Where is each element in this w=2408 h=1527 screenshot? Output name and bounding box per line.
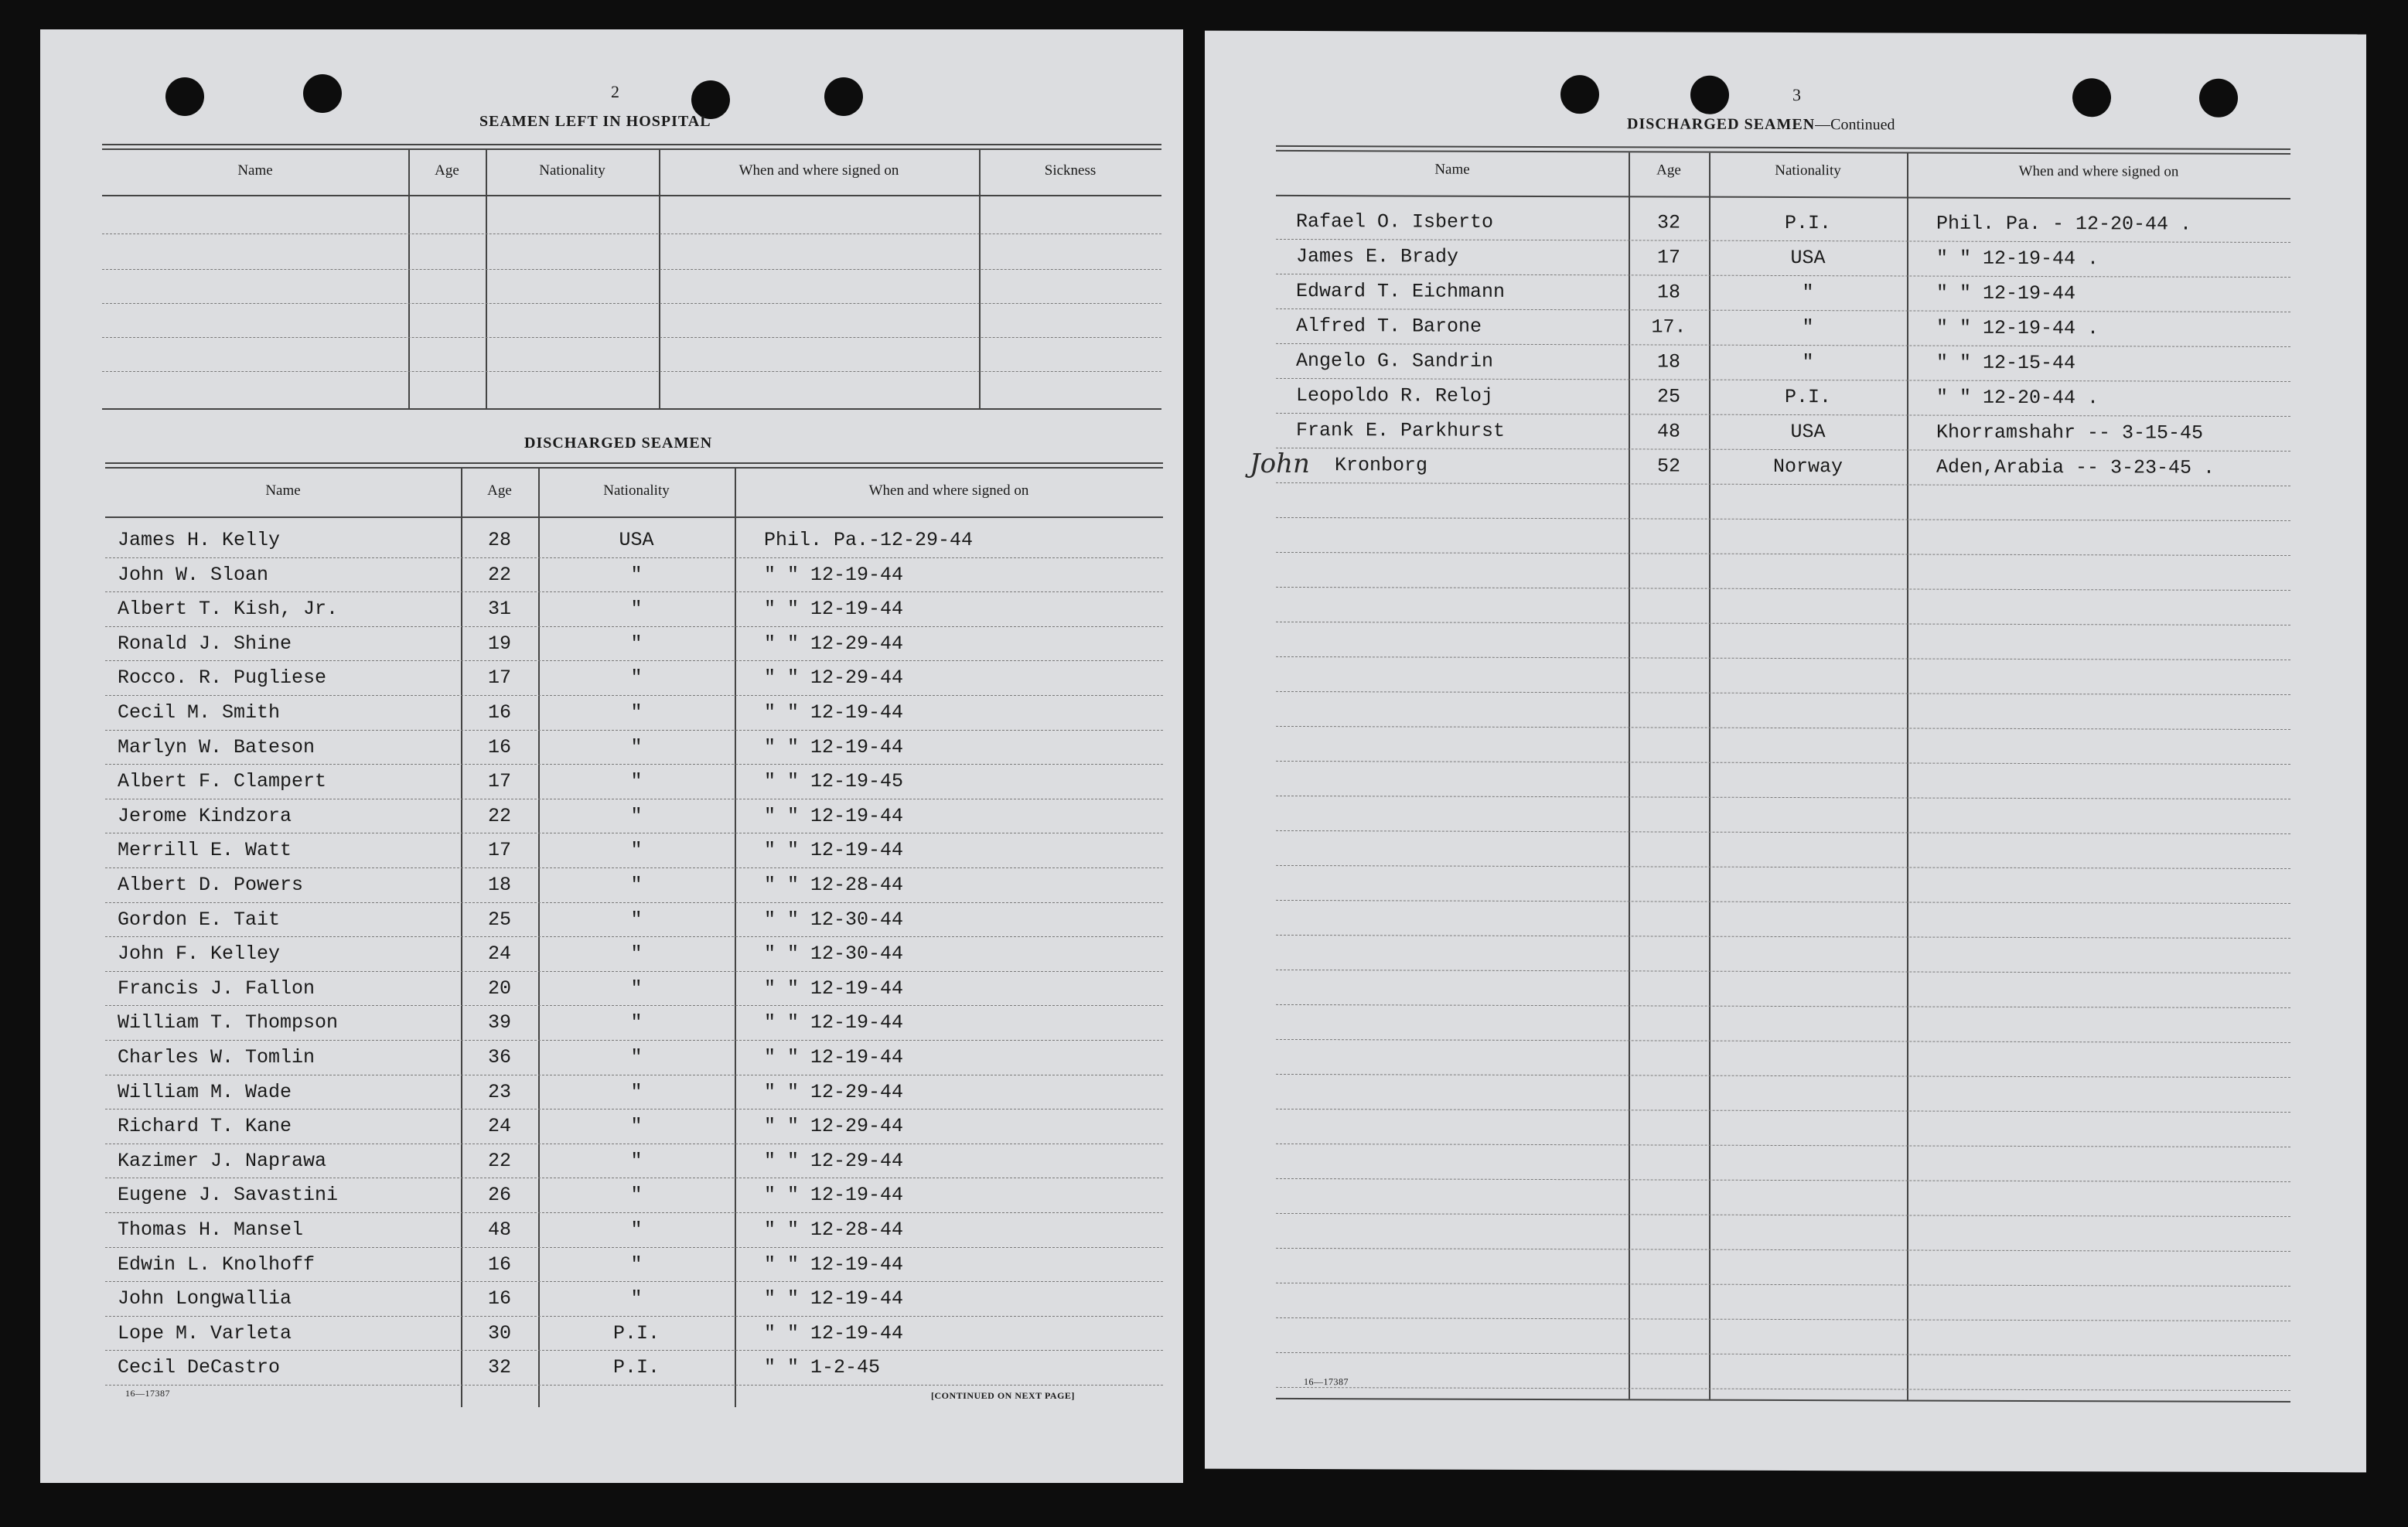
seaman-signed-on: " " 12-30-44 [764,942,904,966]
seaman-age: 17 [487,666,511,690]
seaman-name: Angelo G. Sandrin [1296,349,1494,373]
seaman-signed-on: " " 12-15-44 [1936,351,2076,375]
blank-row [1276,656,2290,660]
seaman-nationality: P.I. [612,1321,660,1345]
seaman-name: Edwin L. Knolhoff [118,1253,315,1276]
seaman-name: Lope M. Varleta [118,1321,292,1345]
seaman-nationality: Norway [1772,455,1843,479]
seaman-age: 48 [487,1219,511,1241]
seaman-name: James E. Brady [1296,245,1459,268]
seaman-name: Thomas H. Mansel [118,1219,304,1241]
seaman-name: Ronald J. Shine [118,632,292,655]
table-row-line [105,764,1163,765]
seaman-age: 30 [487,1321,511,1345]
table-rule [102,144,1161,145]
seaman-signed-on: " " 12-19-44 [764,839,904,862]
seaman-name: Kronborg [1335,454,1428,477]
seaman-nationality: " [630,1149,643,1172]
seaman-signed-on: " " 12-30-44 [764,908,904,931]
blank-row [1276,1283,2290,1287]
seaman-signed-on: " " 12-19-44 [764,804,904,827]
table-row-line [105,1281,1163,1282]
table-row-line [105,1316,1163,1317]
blank-row [102,337,1161,338]
seaman-nationality: " [630,1184,643,1207]
seaman-nationality: " [630,908,643,931]
seaman-name: Kazimer J. Naprawa [118,1149,327,1172]
seaman-age: 52 [1656,455,1680,478]
seaman-signed-on: " " 12-19-45 [764,770,904,793]
seaman-name: John Longwallia [118,1287,292,1311]
table-row-line [105,660,1163,661]
col-header-nationality: Nationality [1775,162,1841,179]
table-rule [105,516,1163,518]
title-suffix: —Continued [1815,116,1895,134]
seaman-signed-on: " " 12-19-44 [764,977,904,1000]
table-rule [1276,1398,2290,1403]
seaman-nationality: " [630,1253,643,1276]
seaman-age: 36 [487,1046,511,1069]
seaman-name: Francis J. Fallon [118,977,315,1000]
seaman-name: Rocco. R. Pugliese [118,666,327,690]
seaman-signed-on: " " 12-19-44 [764,1287,904,1311]
seaman-signed-on: " " 12-28-44 [764,1219,904,1241]
seaman-nationality: " [630,1046,643,1069]
blank-row [1276,1213,2290,1217]
blank-row [1276,935,2290,939]
right-page [1205,31,2366,1473]
table-rule [105,462,1163,464]
blank-row [1276,1248,2290,1252]
seaman-nationality: P.I. [1784,385,1831,409]
table-row-line [1276,482,2290,486]
seaman-signed-on: Aden,Arabia -- 3-23-45 . [1936,455,2215,479]
blank-row [1276,1039,2290,1043]
seaman-signed-on: " " 12-19-44 [764,1321,904,1345]
seaman-nationality: " [630,977,643,1000]
blank-row [1276,900,2290,904]
seaman-signed-on: " " 12-29-44 [764,1115,904,1138]
seaman-signed-on: " " 12-20-44 . [1936,386,2099,410]
seaman-nationality: USA [619,529,654,551]
seaman-signed-on: " " 12-19-44 [1936,281,2076,305]
table-rule [105,467,1163,469]
col-header-nationality: Nationality [539,162,605,179]
punch-hole [1690,76,1729,114]
table-row-line [105,936,1163,937]
col-header-age: Age [1656,162,1681,179]
punch-hole [2199,79,2238,118]
seaman-nationality: " [1802,316,1814,339]
seaman-nationality: P.I. [1784,211,1831,235]
blank-row [1276,1074,2290,1078]
seaman-name: Cecil DeCastro [118,1356,281,1379]
blank-row [1276,622,2290,625]
blank-row [1276,830,2290,834]
seaman-age: 17 [1656,246,1680,269]
table-row-line [1276,343,2290,347]
table-rule [1276,145,2290,150]
seaman-nationality: " [630,701,643,724]
blank-row [1276,865,2290,869]
column-divider [735,469,736,1407]
seaman-age: 18 [1656,281,1680,304]
col-header-name: Name [237,162,273,179]
seaman-age: 24 [487,942,511,966]
col-header-sickness: Sickness [1044,162,1097,179]
seaman-nationality: " [630,666,643,690]
seaman-nationality: " [630,770,643,793]
col-header-nationality: Nationality [603,482,670,499]
blank-row [1276,1387,2290,1391]
seaman-age: 26 [487,1184,511,1207]
blank-row [1276,552,2290,556]
table-row-line [105,1385,1163,1386]
table-row-line [105,867,1163,868]
seaman-age: 22 [487,563,511,586]
table-row-line [105,1212,1163,1213]
blank-row [1276,517,2290,521]
column-divider [1629,152,1630,1399]
table-row-line [105,557,1163,558]
blank-row [102,269,1161,270]
col-header-when-where: When and where signed on [2018,162,2179,180]
table-rule [1276,195,2290,199]
seaman-name: Albert D. Powers [118,874,304,896]
table-rule [102,408,1161,410]
seaman-name: John W. Sloan [118,563,269,586]
seaman-nationality: " [630,874,643,896]
blank-row [1276,1004,2290,1008]
blank-row [1276,1109,2290,1113]
left-page [40,29,1183,1483]
table-row-line [1276,413,2290,417]
blank-row [1276,726,2290,730]
blank-row [1276,1144,2290,1147]
col-header-age: Age [487,482,512,499]
punch-hole [165,77,204,116]
title-text: DISCHARGED SEAMEN [1627,115,1816,134]
seaman-name: Cecil M. Smith [118,701,281,724]
seaman-nationality: " [630,563,643,586]
seaman-signed-on: " " 12-19-44 [764,563,904,586]
punch-hole [824,77,863,116]
table-row-line [1276,274,2290,278]
seaman-name: Marlyn W. Bateson [118,735,315,758]
table-row-line [1276,378,2290,382]
blank-row [1276,796,2290,799]
table-row-line [105,1350,1163,1351]
seaman-nationality: " [630,1287,643,1311]
seaman-nationality: " [630,735,643,758]
seaman-signed-on: " " 12-19-44 [764,701,904,724]
seaman-name: William T. Thompson [118,1011,339,1034]
seaman-age: 25 [487,908,511,931]
handwritten-first-name: John [1250,448,1310,480]
discharged-continued-title [1627,115,1895,134]
table-row-line [105,591,1163,592]
table-row-line [105,695,1163,696]
table-rule [1276,150,2290,155]
seaman-name: Albert T. Kish, Jr. [118,598,339,621]
col-header-name: Name [265,482,301,499]
seaman-nationality: " [630,632,643,655]
seaman-nationality: P.I. [612,1356,660,1379]
seaman-age: 17 [487,770,511,793]
seaman-age: 17. [1651,315,1687,339]
blank-row [1276,1317,2290,1321]
seaman-age: 20 [487,977,511,1000]
table-row-line [1276,448,2290,452]
seaman-signed-on: " " 12-29-44 [764,1080,904,1103]
seaman-nationality: USA [1790,421,1826,444]
seaman-signed-on: " " 12-19-44 [764,1253,904,1276]
seaman-nationality: " [630,1219,643,1241]
seaman-nationality: " [1802,281,1814,305]
seaman-name: Rafael O. Isberto [1296,210,1494,233]
seaman-signed-on: Phil. Pa. - 12-20-44 . [1936,212,2192,236]
seaman-nationality: " [630,598,643,621]
punch-hole [1560,75,1599,114]
seaman-name: Charles W. Tomlin [118,1046,315,1069]
seaman-age: 23 [487,1080,511,1103]
seaman-age: 16 [487,735,511,758]
seaman-signed-on: Khorramshahr -- 3-15-45 [1936,421,2204,445]
table-rule [102,148,1161,150]
blank-row [1276,691,2290,695]
seaman-nationality: " [630,1115,643,1138]
seaman-age: 48 [1656,420,1680,443]
blank-row [1276,587,2290,591]
blank-row [1276,1352,2290,1356]
blank-row [1276,970,2290,973]
seaman-nationality: " [630,804,643,827]
table-row-line [105,1247,1163,1248]
seaman-name: William M. Wade [118,1080,292,1103]
seaman-age: 32 [487,1356,511,1379]
page-number: 2 [611,82,619,101]
hospital-section-title: SEAMEN LEFT IN HOSPITAL [479,113,711,130]
seaman-signed-on: " " 12-19-44 . [1936,247,2099,271]
seaman-age: 16 [487,701,511,724]
seaman-age: 32 [1656,211,1680,234]
seaman-age: 16 [487,1287,511,1311]
seaman-name: Gordon E. Tait [118,908,281,931]
seaman-nationality: " [1802,351,1814,374]
seaman-signed-on: " " 12-29-44 [764,1149,904,1172]
seaman-name: John F. Kelley [118,942,281,966]
table-row-line [1276,308,2290,312]
seaman-signed-on: " " 12-29-44 [764,666,904,690]
seaman-age: 16 [487,1253,511,1276]
seaman-signed-on: " " 12-19-44 [764,598,904,621]
seaman-signed-on: " " 12-19-44 [764,1046,904,1069]
seaman-name: Leopoldo R. Reloj [1296,384,1494,407]
table-row-line [105,626,1163,627]
punch-hole [2072,78,2111,117]
table-row-line [105,730,1163,731]
col-header-when-where: When and where signed on [738,162,899,179]
blank-row [1276,1178,2290,1182]
seaman-name: Frank E. Parkhurst [1296,419,1506,442]
seaman-age: 18 [487,874,511,896]
column-divider [1709,153,1710,1399]
seaman-age: 25 [1656,385,1680,408]
seaman-age: 39 [487,1011,511,1034]
seaman-name: Merrill E. Watt [118,839,292,862]
seaman-age: 19 [487,632,511,655]
seaman-signed-on: " " 12-19-44 [764,1184,904,1207]
seaman-age: 28 [487,529,511,551]
table-row-line [105,1005,1163,1006]
table-row-line [105,971,1163,972]
seaman-age: 17 [487,839,511,862]
form-number: 16—17387 [1304,1376,1349,1388]
seaman-age: 24 [487,1115,511,1138]
table-row-line [105,1040,1163,1041]
seaman-name: Eugene J. Savastini [118,1184,339,1207]
seaman-name: Alfred T. Barone [1296,315,1482,338]
blank-row [102,233,1161,234]
seaman-name: Albert F. Clampert [118,770,327,793]
seaman-signed-on: " " 1-2-45 [764,1356,881,1379]
seaman-nationality: " [630,1080,643,1103]
blank-row [1276,761,2290,765]
seaman-signed-on: Phil. Pa.-12-29-44 [764,529,974,551]
seaman-age: 18 [1656,350,1680,373]
blank-row [102,303,1161,304]
col-header-when-where: When and where signed on [868,482,1029,499]
table-rule [102,195,1161,196]
seaman-name: Richard T. Kane [118,1115,292,1138]
form-number: 16—17387 [125,1388,170,1399]
seaman-age: 22 [487,1149,511,1172]
seaman-signed-on: " " 12-28-44 [764,874,904,896]
column-divider [1907,153,1908,1399]
col-header-name: Name [1434,161,1470,178]
seaman-nationality: " [630,1011,643,1034]
blank-row [102,371,1161,372]
seaman-name: Jerome Kindzora [118,804,292,827]
seaman-nationality: " [630,839,643,862]
seaman-name: James H. Kelly [118,529,281,551]
page-number: 3 [1792,85,1801,105]
seaman-signed-on: " " 12-29-44 [764,632,904,655]
punch-hole [303,74,342,113]
table-row-line [105,902,1163,903]
col-header-age: Age [435,162,459,179]
continued-note: [CONTINUED ON NEXT PAGE] [931,1390,1075,1401]
seaman-name: Edward T. Eichmann [1296,280,1506,303]
seaman-signed-on: " " 12-19-44 [764,735,904,758]
seaman-age: 31 [487,598,511,621]
seaman-nationality: " [630,942,643,966]
seaman-nationality: USA [1790,247,1826,270]
table-row-line [1276,239,2290,243]
seaman-signed-on: " " 12-19-44 . [1936,316,2099,340]
seaman-signed-on: " " 12-19-44 [764,1011,904,1034]
seaman-age: 22 [487,804,511,827]
discharged-section-title: DISCHARGED SEAMEN [524,435,713,452]
